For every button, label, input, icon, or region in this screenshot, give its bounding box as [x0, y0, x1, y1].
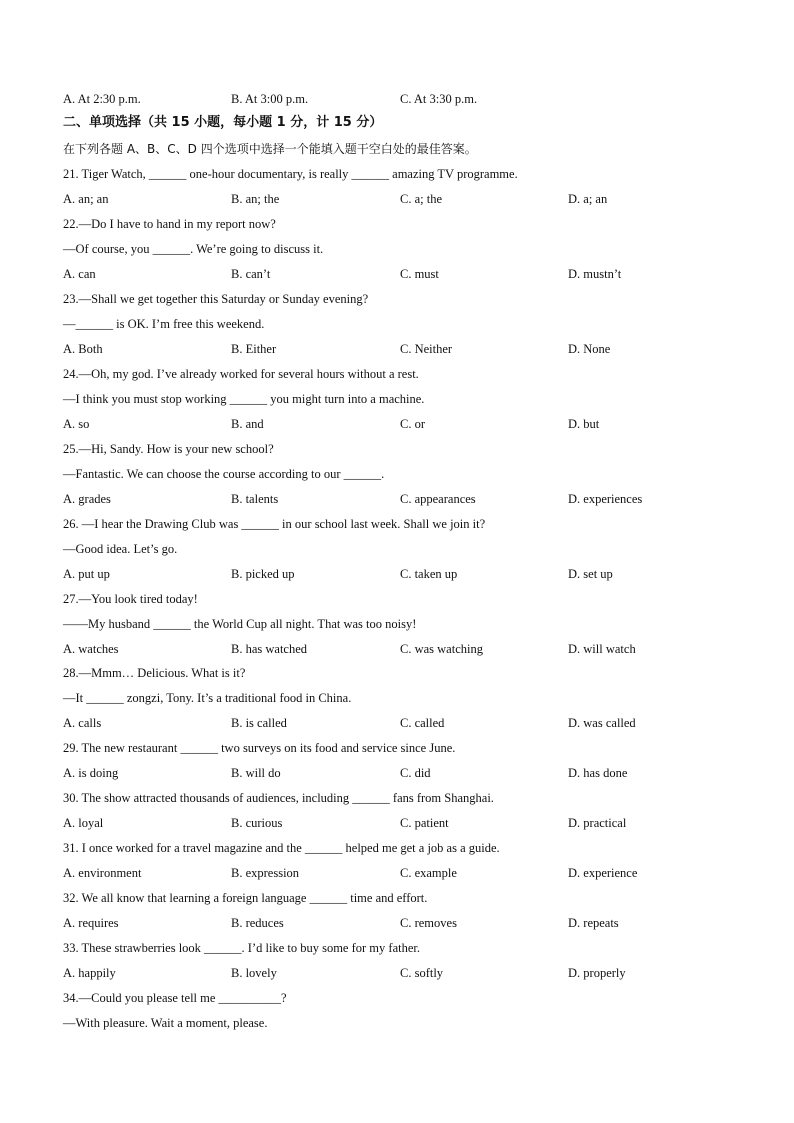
- q26-reply: —Good idea. Let’s go.: [63, 542, 178, 556]
- q30-option-b: B. curious: [231, 816, 283, 830]
- q32-options: [63, 915, 743, 931]
- q29-option-d: D. has done: [568, 766, 628, 780]
- q20-option-a: A. At 2:30 p.m.: [63, 92, 141, 106]
- q20-options: [63, 91, 743, 107]
- q24-option-b: B. and: [231, 417, 264, 431]
- q34-reply: —With pleasure. Wait a moment, please.: [63, 1016, 268, 1030]
- q32-option-d: D. repeats: [568, 916, 619, 930]
- q24-option-c: C. or: [400, 417, 425, 431]
- q27-option-d: D. will watch: [568, 642, 636, 656]
- q27-option-b: B. has watched: [231, 642, 308, 656]
- q32-stem: 32. We all know that learning a foreign language ______ time and effort.: [63, 891, 428, 905]
- q26-stem: 26. —I hear the Drawing Club was ______ in our school last week. Shall we join it?: [63, 517, 486, 531]
- q24-reply: —I think you must stop working ______ you might turn into a machine.: [63, 392, 425, 406]
- q24-option-a: A. so: [63, 417, 90, 431]
- q30-option-c: C. patient: [400, 816, 449, 830]
- q24-options: [63, 416, 743, 432]
- q27-reply: ——My husband ______ the World Cup all night. That was too noisy!: [63, 617, 417, 631]
- q28-option-d: D. was called: [568, 716, 636, 730]
- q21-options: [63, 191, 743, 207]
- q30-stem: 30. The show attracted thousands of audiences, including ______ fans from Shanghai.: [63, 791, 494, 805]
- q33-options: [63, 965, 743, 981]
- q31-option-a: A. environment: [63, 866, 142, 880]
- q26-option-a: A. put up: [63, 567, 110, 581]
- q23-option-a: A. Both: [63, 342, 103, 356]
- q23-reply: —______ is OK. I’m free this weekend.: [63, 317, 265, 331]
- q30-options: [63, 815, 743, 831]
- q33-option-b: B. lovely: [231, 966, 277, 980]
- q28-option-a: A. calls: [63, 716, 102, 730]
- q25-reply: —Fantastic. We can choose the course according to our ______.: [63, 467, 385, 481]
- q31-options: [63, 865, 743, 881]
- q25-option-a: A. grades: [63, 492, 111, 506]
- q22-options: [63, 266, 743, 282]
- q31-option-c: C. example: [400, 866, 457, 880]
- q25-stem: 25.—Hi, Sandy. How is your new school?: [63, 442, 274, 456]
- q23-stem: 23.—Shall we get together this Saturday or Sunday evening?: [63, 292, 369, 306]
- q32-option-a: A. requires: [63, 916, 119, 930]
- q28-stem: 28.—Mmm… Delicious. What is it?: [63, 666, 246, 680]
- q20-option-c: C. At 3:30 p.m.: [400, 92, 478, 106]
- q27-stem: 27.—You look tired today!: [63, 592, 198, 606]
- q30-option-d: D. practical: [568, 816, 627, 830]
- q33-option-c: C. softly: [400, 966, 444, 980]
- q21-option-c: C. a; the: [400, 192, 443, 206]
- q27-option-c: C. was watching: [400, 642, 483, 656]
- q33-option-d: D. properly: [568, 966, 626, 980]
- q26-option-d: D. set up: [568, 567, 613, 581]
- q27-option-a: A. watches: [63, 642, 119, 656]
- q27-options: [63, 641, 743, 657]
- q33-stem: 33. These strawberries look ______. I’d like to buy some for my father.: [63, 941, 420, 955]
- q31-option-d: D. experience: [568, 866, 638, 880]
- q32-option-c: C. removes: [400, 916, 457, 930]
- q26-option-b: B. picked up: [231, 567, 295, 581]
- q23-option-c: C. Neither: [400, 342, 453, 356]
- q29-option-b: B. will do: [231, 766, 281, 780]
- q22-reply: —Of course, you ______. We’re going to discuss it.: [63, 242, 324, 256]
- q20-option-b: B. At 3:00 p.m.: [231, 92, 309, 106]
- q28-option-c: C. called: [400, 716, 445, 730]
- q22-option-b: B. can’t: [231, 267, 271, 281]
- q24-stem: 24.—Oh, my god. I’ve already worked for several hours without a rest.: [63, 367, 419, 381]
- q22-option-a: A. can: [63, 267, 96, 281]
- q28-options: [63, 715, 743, 731]
- q32-option-b: B. reduces: [231, 916, 284, 930]
- q22-stem: 22.—Do I have to hand in my report now?: [63, 217, 276, 231]
- section-instruction: 在下列各题 A、B、C、D 四个选项中选择一个能填入题干空白处的最佳答案。: [63, 142, 477, 156]
- q31-option-b: B. expression: [231, 866, 300, 880]
- q30-option-a: A. loyal: [63, 816, 104, 830]
- q31-stem: 31. I once worked for a travel magazine and the ______ helped me get a job as a guide.: [63, 841, 500, 855]
- q29-option-a: A. is doing: [63, 766, 119, 780]
- q22-option-d: D. mustn’t: [568, 267, 622, 281]
- q23-options: [63, 341, 743, 357]
- q21-option-a: A. an; an: [63, 192, 109, 206]
- q28-option-b: B. is called: [231, 716, 287, 730]
- q26-options: [63, 566, 743, 582]
- q29-stem: 29. The new restaurant ______ two surveys on its food and service since June.: [63, 741, 456, 755]
- q33-option-a: A. happily: [63, 966, 116, 980]
- q34-stem: 34.—Could you please tell me __________?: [63, 991, 287, 1005]
- q25-option-c: C. appearances: [400, 492, 476, 506]
- q28-reply: —It ______ zongzi, Tony. It’s a traditional food in China.: [63, 691, 352, 705]
- q22-option-c: C. must: [400, 267, 439, 281]
- q21-option-d: D. a; an: [568, 192, 608, 206]
- q25-option-b: B. talents: [231, 492, 279, 506]
- q25-option-d: D. experiences: [568, 492, 643, 506]
- section-heading: 二、单项选择（共 15 小题，每小题 1 分，计 15 分）: [63, 115, 383, 130]
- q23-option-d: D. None: [568, 342, 611, 356]
- q23-option-b: B. Either: [231, 342, 277, 356]
- q29-option-c: C. did: [400, 766, 431, 780]
- q25-options: [63, 491, 743, 507]
- q21-option-b: B. an; the: [231, 192, 280, 206]
- q26-option-c: C. taken up: [400, 567, 458, 581]
- q21-stem: 21. Tiger Watch, ______ one-hour documentary, is really ______ amazing TV programme.: [63, 167, 518, 181]
- q24-option-d: D. but: [568, 417, 600, 431]
- q29-options: [63, 765, 743, 781]
